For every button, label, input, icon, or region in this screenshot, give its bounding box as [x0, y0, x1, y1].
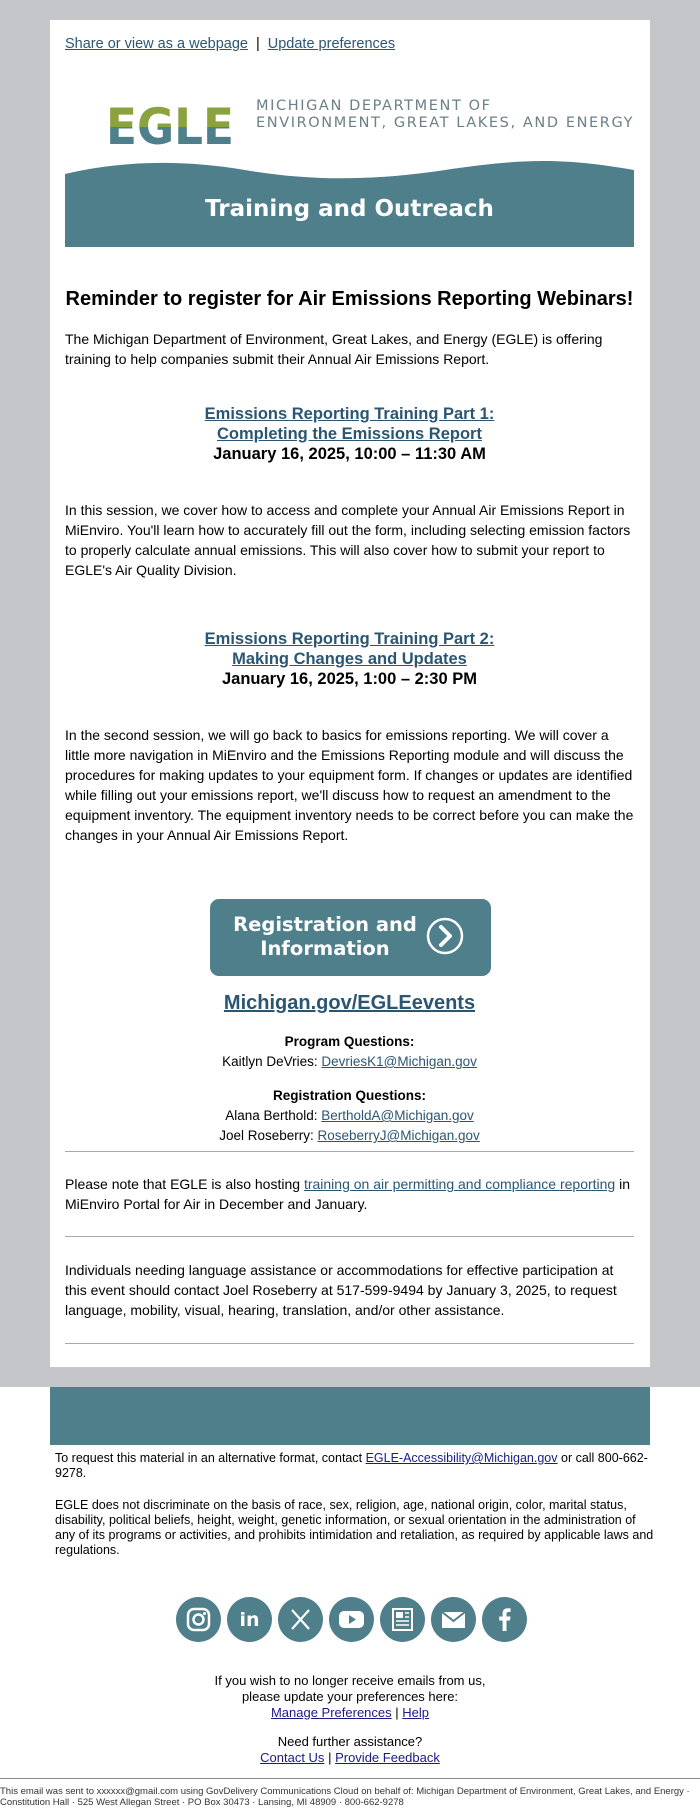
pipe-separator-1: |: [395, 1705, 399, 1720]
registration-contact-row-1: [65, 1106, 634, 1126]
unsubscribe-block: [0, 1673, 700, 1721]
session-1-title-line1: Emissions Reporting Training Part 1:: [204, 405, 495, 423]
divider-1: [65, 1151, 634, 1152]
help-link[interactable]: Help: [402, 1705, 430, 1720]
banner-title: Training and Outreach: [205, 196, 494, 222]
session-2-title-line2: Making Changes and Updates: [232, 650, 467, 668]
program-questions: [65, 1032, 634, 1072]
registration-contact-name-2: Joel Roseberry:: [219, 1128, 314, 1143]
program-contact-row: [65, 1052, 634, 1072]
session-2-link[interactable]: [205, 630, 495, 668]
linkedin-icon: [227, 1597, 272, 1642]
registration-contact-name-1: Alana Berthold:: [225, 1108, 318, 1123]
legal-footer: This email was sent to xxxxxx@gmail.com using GovDelivery Communications Cloud on behalf of: Michigan Department of Environment, Great Lakes, and Energy · Constitution Hall · 525 West Allegan Street · PO Box 30473 · Lansing, MI 48909 · 800-662-9278: [0, 1786, 690, 1808]
registration-questions-heading: Registration Questions:: [272, 1088, 426, 1103]
session-2-description: In the second session, we will go back to basics for emissions reporting. We will cover a little more navigation in MiEnviro and the Emissions Reporting module and will discuss the procedures for making updates to your equipment form. If changes or updates are identified while filling out your emissions report, we'll discuss how to request an amendment to the equipment inventory. The equipment inventory needs to be correct before you can make the changes in your Annual Air Emissions Report.: [65, 727, 634, 843]
program-contact-name: Kaitlyn DeVries:: [222, 1054, 318, 1069]
session-2-title-line1: Emissions Reporting Training Part 2:: [204, 630, 495, 648]
update-preferences-link[interactable]: Update preferences: [267, 36, 396, 52]
x-link[interactable]: [278, 1597, 323, 1642]
session-1-description: In this session, we cover how to access and complete your Annual Air Emissions Report in MiEnviro. You'll learn how to accurately fill out the form, including selecting emission factors to properly calculate annual emissions. This will also cover how to submit your report to EGLE's Air Quality Division.: [65, 502, 631, 578]
assistance-links: [0, 1750, 700, 1766]
program-contact-email[interactable]: DevriesK1@Michigan.gov: [321, 1054, 477, 1069]
unsubscribe-line-1: If you wish to no longer receive emails from us,: [214, 1673, 486, 1688]
alt-format-after: or call 800-662-9278.: [55, 1451, 648, 1480]
social-links: [176, 1597, 526, 1643]
instagram-icon: [176, 1597, 221, 1642]
registration-button-line1: Registration and: [233, 913, 417, 936]
egle-events-link[interactable]: Michigan.gov/EGLEevents: [223, 992, 476, 1014]
assistance-heading: Need further assistance?: [277, 1734, 423, 1749]
intro-paragraph: The Michigan Department of Environment, Great Lakes, and Energy (EGLE) is offering training to help companies submit their Annual Air Emissions Report.: [65, 331, 603, 367]
svg-text:in: in: [239, 1609, 260, 1631]
registration-contact-email-2[interactable]: RoseberryJ@Michigan.gov: [317, 1128, 480, 1143]
share-webpage-link[interactable]: Share or view as a webpage: [65, 36, 248, 52]
youtube-icon: [329, 1597, 374, 1642]
session-2-heading: [65, 629, 634, 689]
top-nav: [65, 36, 395, 52]
contact-us-link[interactable]: Contact Us: [260, 1750, 325, 1765]
assistance-block: [0, 1734, 700, 1766]
divider-2: [65, 1236, 634, 1237]
session-1-link[interactable]: [205, 405, 495, 443]
permitting-training-link[interactable]: training on air permitting and compliance reporting: [303, 1176, 616, 1192]
linkedin-link[interactable]: [227, 1597, 272, 1642]
provide-feedback-link[interactable]: Provide Feedback: [335, 1750, 440, 1765]
email-card: [50, 20, 650, 1367]
nav-separator: |: [255, 36, 260, 52]
training-banner: [65, 158, 634, 247]
egle-wordmark-text: EGLE: [106, 100, 234, 152]
newsletter-link[interactable]: [380, 1597, 425, 1642]
dept-line-2: ENVIRONMENT, GREAT LAKES, AND ENERGY: [256, 115, 635, 131]
divider-3: [65, 1343, 634, 1344]
registration-button-label: [220, 913, 430, 961]
egle-wordmark-icon: [106, 100, 236, 152]
session-1-title-line2: Completing the Emissions Report: [217, 425, 482, 443]
program-questions-heading: Program Questions:: [284, 1034, 415, 1049]
accessibility-note: Individuals needing language assistance or accommodations for effective participation at this event should contact Joel Roseberry at 517-599-9494 by January 3, 2025, to request language, mobility, visual, hearing, translation, and/or other assistance.: [65, 1262, 617, 1318]
instagram-link[interactable]: [176, 1597, 221, 1642]
note-after: in MiEnviro Portal for Air in December and January.: [65, 1176, 631, 1212]
email-icon: [431, 1597, 476, 1642]
registration-questions: [65, 1086, 634, 1146]
email-headline: Reminder to register for Air Emissions Reporting Webinars!: [65, 288, 634, 310]
session-1-date: January 16, 2025, 10:00 – 11:30 AM: [213, 445, 486, 463]
facebook-link[interactable]: [482, 1597, 527, 1642]
permitting-note: [65, 1174, 634, 1214]
facebook-icon: [482, 1597, 527, 1642]
x-icon: [278, 1597, 323, 1642]
registration-contact-row-2: [65, 1126, 634, 1146]
accessibility-email-link[interactable]: EGLE-Accessibility@Michigan.gov: [365, 1451, 558, 1465]
email-signup-link[interactable]: [431, 1597, 476, 1642]
footer-band: [50, 1387, 650, 1445]
youtube-link[interactable]: [329, 1597, 374, 1642]
session-2-date: January 16, 2025, 1:00 – 2:30 PM: [222, 670, 477, 688]
chevron-right-icon: [426, 917, 464, 955]
alt-format-note: [55, 1451, 655, 1481]
registration-contact-email-1[interactable]: BertholdA@Michigan.gov: [321, 1108, 474, 1123]
pipe-separator-2: |: [328, 1750, 332, 1765]
alt-format-before: To request this material in an alternative format, contact: [55, 1451, 366, 1465]
dept-name: [256, 98, 634, 132]
newsletter-icon: [380, 1597, 425, 1642]
registration-button-line2: Information: [260, 937, 390, 960]
dept-line-1: MICHIGAN DEPARTMENT OF: [256, 98, 492, 114]
preferences-links: [0, 1705, 700, 1721]
unsubscribe-line-2: please update your preferences here:: [241, 1689, 459, 1704]
nondiscrimination-statement: EGLE does not discriminate on the basis of race, sex, religion, age, national origin, color, marital status, disability, political beliefs, height, weight, genetic information, or sexual orientation in the administration of any of its programs or activities, and prohibits intimidation and retaliation, as required by applicable laws and regulations.: [55, 1498, 654, 1557]
manage-preferences-link[interactable]: Manage Preferences: [270, 1705, 392, 1720]
session-1-heading: [65, 404, 634, 464]
legal-divider: [0, 1778, 700, 1779]
events-link-wrap: [65, 992, 634, 1015]
note-before: Please note that EGLE is also hosting: [65, 1176, 304, 1192]
registration-button[interactable]: [210, 899, 491, 976]
